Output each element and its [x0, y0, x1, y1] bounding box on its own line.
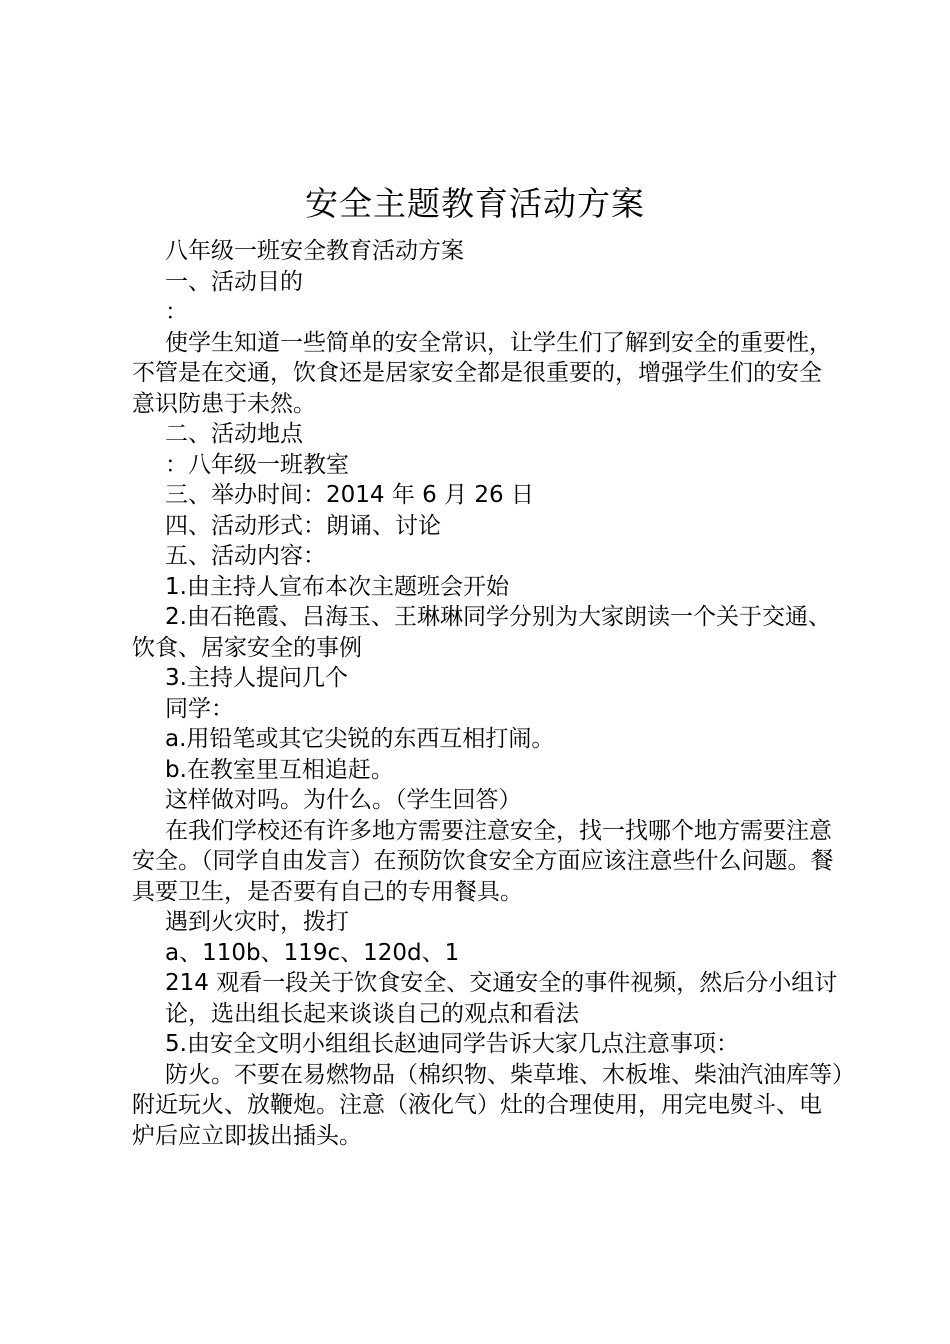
paragraph-location-text: ：八年级一班教室 — [165, 451, 349, 478]
paragraph-discussion: 论，选出组长起来谈谈自己的观点和看法 — [165, 1000, 579, 1027]
paragraph-emergency-numbers: a、110b、119c、120d、1 — [165, 939, 460, 966]
paragraph-time: 三、举办时间：2014 年 6 月 26 日 — [165, 482, 534, 508]
list-item-b: b.在教室里互相追赶。 — [165, 756, 394, 783]
heading-activity-content: 五、活动内容： — [165, 543, 326, 569]
heading-activity-purpose: 一、活动目的 — [165, 268, 303, 295]
document-body — [132, 236, 844, 1151]
paragraph-fire-call: 遇到火灾时，拨打 — [165, 909, 349, 935]
heading-activity-location: 二、活动地点 — [165, 421, 303, 447]
paragraph-video: 214 观看一段关于饮食安全、交通安全的事件视频，然后分小组讨 — [165, 970, 838, 996]
document-title: 安全主题教育活动方案 — [305, 184, 645, 223]
paragraph-form: 四、活动形式：朗诵、讨论 — [165, 512, 441, 539]
paragraph-question: 这样做对吗。为什么。（学生回答） — [165, 787, 522, 813]
paragraph-school-safety: 在我们学校还有许多地方需要注意安全，找一找哪个地方需要注意安全。（同学自由发言）在预防饮食安全方面应该注意些什么问题。餐具要卫生，是否要有自己的专用餐具。 — [132, 817, 834, 905]
list-item-3: 3.主持人提问几个 — [165, 665, 348, 691]
list-item-5: 5.由安全文明小组组长赵迪同学告诉大家几点注意事项： — [165, 1031, 739, 1057]
paragraph-class-plan: 八年级一班安全教育活动方案 — [165, 238, 464, 264]
list-item-2: 2.由石艳霞、吕海玉、王琳琳同学分别为大家朗读一个关于交通、饮食、居家安全的事例 — [132, 604, 831, 661]
paragraph-purpose-text: 使学生知道一些简单的安全常识，让学生们了解到安全的重要性，不管是在交通，饮食还是居家安全都是很重要的，增强学生们的安全意识防患于未然。 — [132, 329, 832, 417]
paragraph-students: 同学： — [165, 695, 234, 722]
list-item-a: a.用铅笔或其它尖锐的东西互相打闹。 — [165, 726, 555, 752]
paragraph-fire-prevention: 防火。不要在易燃物品（棉织物、柴草堆、木板堆、柴油汽油库等）附近玩火、放鞭炮。注意（液化气）灶的合理使用，用完电熨斗、电炉后应立即拔出插头。 — [132, 1061, 844, 1149]
list-item-1: 1.由主持人宣布本次主题班会开始 — [165, 573, 509, 600]
paragraph-colon: ： — [165, 299, 188, 325]
